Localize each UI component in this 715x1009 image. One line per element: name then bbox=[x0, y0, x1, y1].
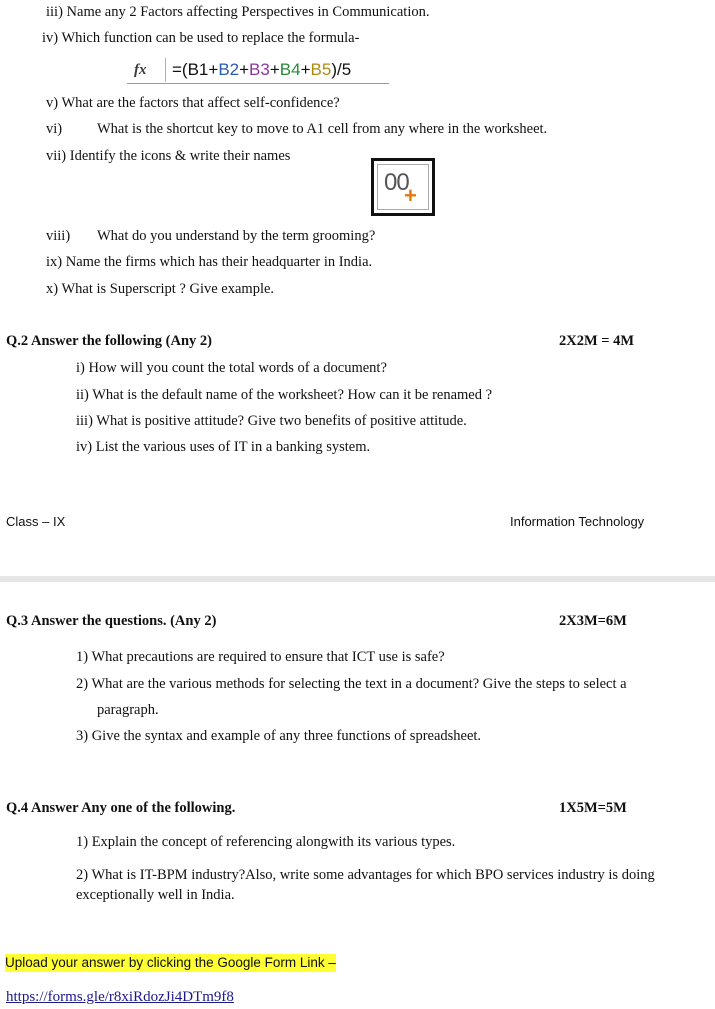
q4-item: 2) What is IT-BPM industry?Also, write some advantages for which BPO services industry is doing bbox=[76, 867, 655, 883]
question-vi-number: vi) bbox=[46, 121, 63, 137]
plus-icon: + bbox=[404, 183, 417, 208]
question-iv: iv) Which function can be used to replace the formula- bbox=[42, 30, 360, 46]
increase-decimal-icon bbox=[371, 158, 435, 216]
question-viii-number: viii) bbox=[46, 228, 71, 244]
formula-part: B3 bbox=[249, 60, 270, 79]
q4-marks: 1X5M=5M bbox=[559, 800, 627, 816]
q4-heading: Q.4 Answer Any one of the following. bbox=[6, 800, 236, 816]
q3-heading: Q.3 Answer the questions. (Any 2) bbox=[6, 613, 217, 629]
formula-part: )/5 bbox=[331, 60, 352, 79]
page-divider bbox=[0, 576, 715, 582]
formula-part: + bbox=[300, 60, 311, 79]
q3-item: 3) Give the syntax and example of any three functions of spreadsheet. bbox=[76, 728, 482, 744]
q4-item-continued: exceptionally well in India. bbox=[76, 887, 235, 903]
question-v: v) What are the factors that affect self-confidence? bbox=[46, 95, 340, 111]
question-iii: iii) Name any 2 Factors affecting Perspectives in Communication. bbox=[46, 4, 430, 20]
formula-bar-image bbox=[127, 56, 389, 84]
q3-item-continued: paragraph. bbox=[97, 702, 159, 718]
formula-part: + bbox=[269, 60, 280, 79]
q2-marks: 2X2M = 4M bbox=[559, 333, 635, 349]
upload-instruction: Upload your answer by clicking the Google Form Link – bbox=[5, 955, 336, 970]
formula-part: + bbox=[239, 60, 250, 79]
question-ix: ix) Name the firms which has their headquarter in India. bbox=[46, 254, 373, 270]
fx-icon: fx bbox=[134, 62, 147, 78]
footer-subject: Information Technology bbox=[510, 514, 645, 529]
question-vi: What is the shortcut key to move to A1 cell from any where in the worksheet. bbox=[97, 121, 548, 137]
q2-item: ii) What is the default name of the worksheet? How can it be renamed ? bbox=[76, 387, 493, 403]
q4-item: 1) Explain the concept of referencing alongwith its various types. bbox=[76, 834, 456, 850]
formula-part: B5 bbox=[310, 60, 332, 79]
q3-marks: 2X3M=6M bbox=[559, 613, 627, 629]
formula-part: B2 bbox=[218, 60, 240, 79]
formula-separator bbox=[165, 58, 166, 82]
formula-part: =(B1+ bbox=[172, 60, 219, 79]
formula-part: B4 bbox=[279, 60, 301, 79]
question-viii: What do you understand by the term grooming? bbox=[97, 228, 376, 244]
question-x: x) What is Superscript ? Give example. bbox=[46, 281, 275, 297]
question-vii: vii) Identify the icons & write their names bbox=[46, 148, 291, 164]
google-form-link[interactable]: https://forms.gle/r8xiRdozJi4DTm9f8 bbox=[6, 989, 234, 1005]
q3-item: 1) What precautions are required to ensure that ICT use is safe? bbox=[76, 649, 445, 665]
q2-heading: Q.2 Answer the following (Any 2) bbox=[6, 333, 212, 349]
q2-item: i) How will you count the total words of a document? bbox=[76, 360, 387, 376]
formula-text bbox=[172, 58, 351, 82]
q2-item: iv) List the various uses of IT in a banking system. bbox=[76, 439, 371, 455]
q3-item: 2) What are the various methods for selecting the text in a document? Give the steps to select a bbox=[76, 676, 627, 692]
icon-zeros: 00 bbox=[384, 169, 409, 196]
footer-class: Class – IX bbox=[6, 514, 66, 529]
q2-item: iii) What is positive attitude? Give two benefits of positive attitude. bbox=[76, 413, 467, 429]
